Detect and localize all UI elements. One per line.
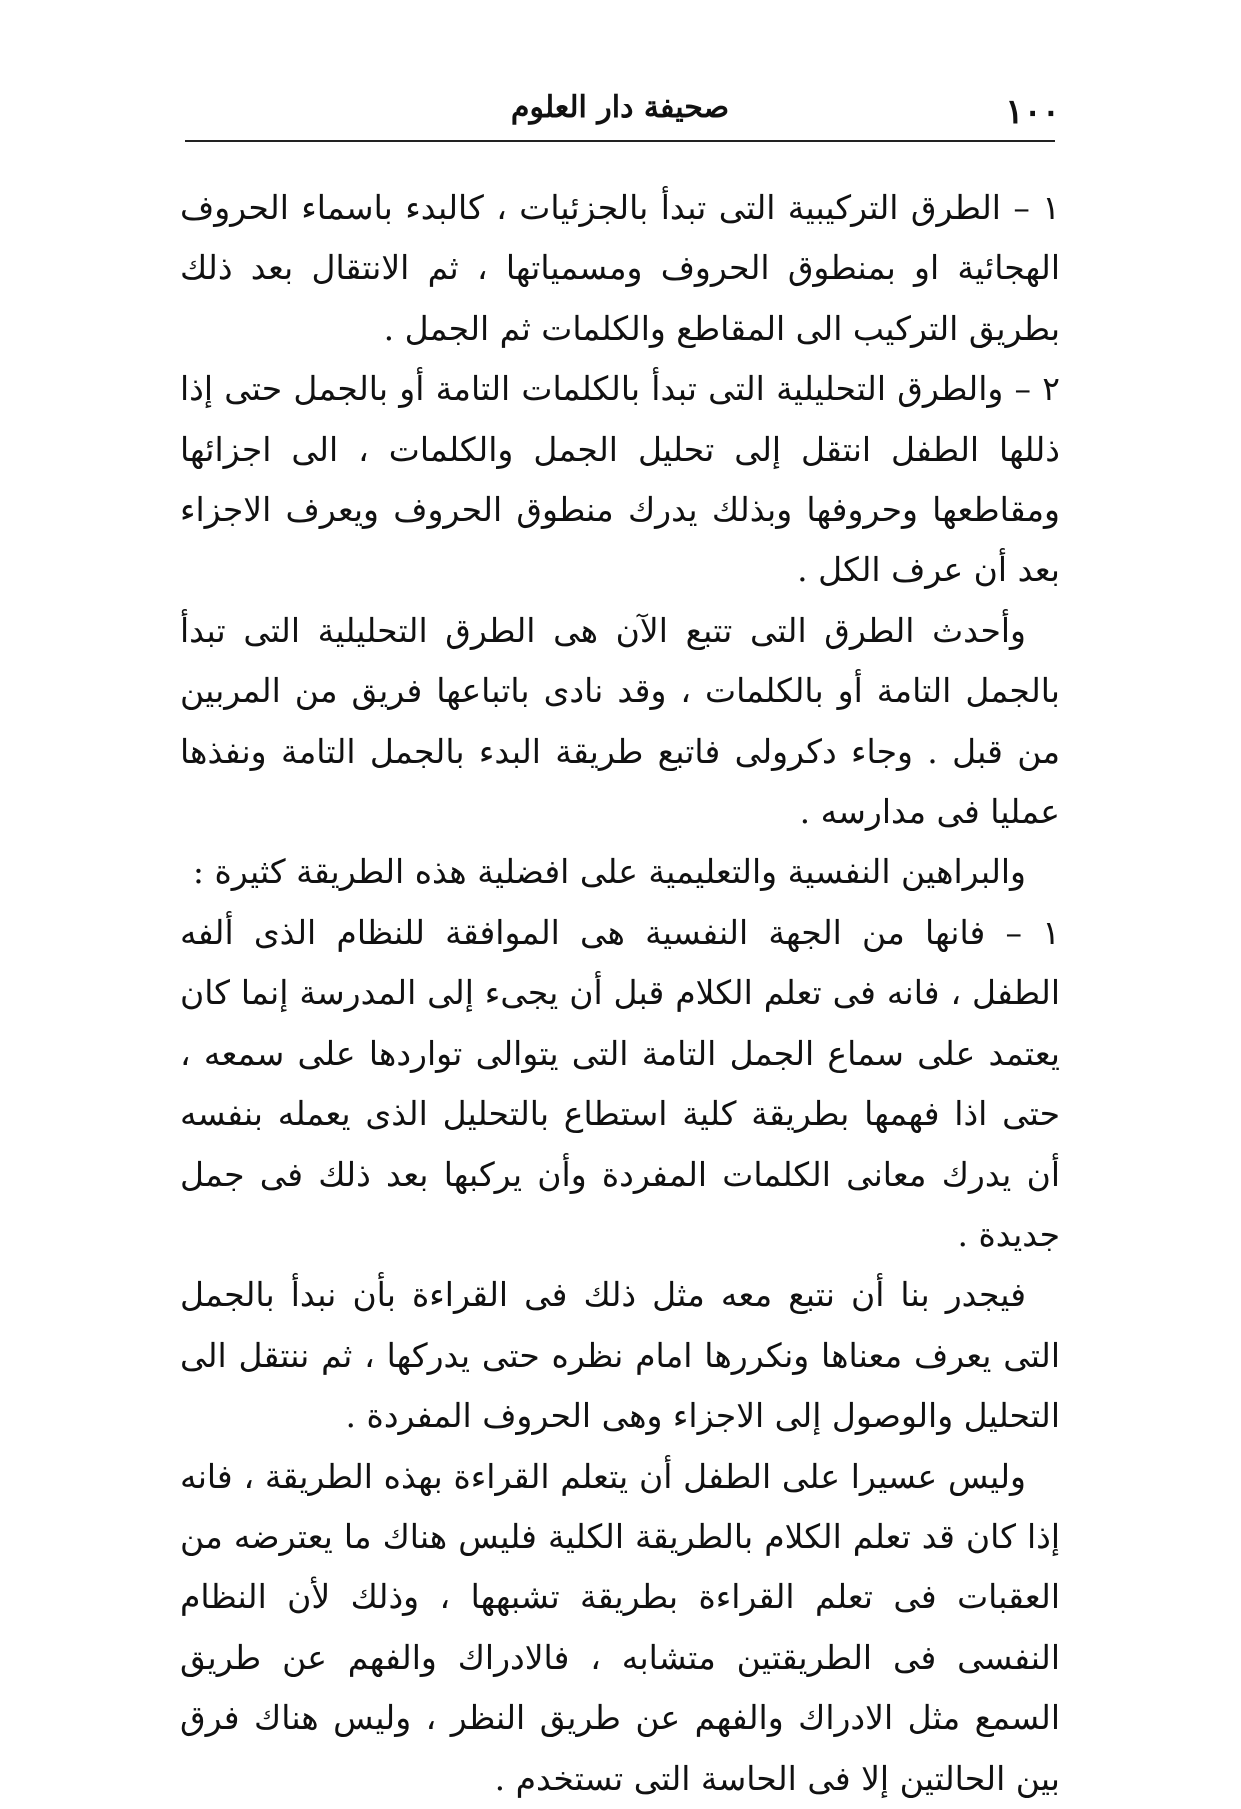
body-text [180, 178, 1060, 1809]
header-rule [185, 140, 1055, 142]
page-header [180, 88, 1060, 138]
paragraph-4: والبراهين النفسية والتعليمية على افضلية هذه الطريقة كثيرة : [192, 852, 1026, 892]
page-number: ١٠٠ [1005, 92, 1060, 132]
running-title: صحيفة دار العلوم [510, 90, 730, 125]
paragraph-1: ١ – الطرق التركيبية التى تبدأ بالجزئيات ، كالبدء باسماء الحروف الهجائية او بمنطوق الحروف ومسمياتها ، ثم الانتقال بعد ذلك بطريق التركيب الى المقاطع والكلمات ثم الجمل . [180, 188, 1060, 348]
paragraph-6: فيجدر بنا أن نتبع معه مثل ذلك فى القراءة بأن نبدأ بالجمل التى يعرف معناها ونكررها امام نظره حتى يدركها ، ثم ننتقل الى التحليل والوصول إلى الاجزاء وهى الحروف المفردة . [180, 1275, 1060, 1436]
paragraph-5: ١ – فانها من الجهة النفسية هى الموافقة للنظام الذى ألفه الطفل ، فانه فى تعلم الكلام قبل أن يجىء إلى المدرسة إنما كان يعتمد على سماع الجمل التامة التى يتوالى تواردها على سمعه ، حتى اذا فهمها بطريقة كلية استطاع بالتحليل الذى يعمله بنفسه أن يدرك معانى الكلمات المفردة وأن يركبها بعد ذلك فى جمل جديدة . [180, 912, 1060, 1254]
paragraph-7: وليس عسيرا على الطفل أن يتعلم القراءة بهذه الطريقة ، فانه إذا كان قد تعلم الكلام بالطريقة الكلية فليس هناك ما يعترضه من العقبات فى تعلم القراءة بطريقة تشبهها ، وذلك لأن النظام النفسى فى الطريقتين متشابه ، فالادراك والفهم عن طريق السمع مثل الادراك والفهم عن طريق النظر ، وليس هناك فرق بين الحالتين إلا فى الحاسة التى تستخدم . [180, 1456, 1060, 1798]
paragraph-2: ٢ – والطرق التحليلية التى تبدأ بالكلمات التامة أو بالجمل حتى إذا ذللها الطفل انتقل إلى تحليل الجمل والكلمات ، الى اجزائها ومقاطعها وحروفها وبذلك يدرك منطوق الحروف ويعرف الاجزاء بعد أن عرف الكل . [180, 369, 1060, 590]
paragraph-3: وأحدث الطرق التى تتبع الآن هى الطرق التحليلية التى تبدأ بالجمل التامة أو بالكلمات ، وقد نادى باتباعها فريق من المربين من قبل . وجاء دكرولى فاتبع طريقة البدء بالجمل التامة ونفذها عمليا فى مدارسه . [180, 610, 1060, 832]
